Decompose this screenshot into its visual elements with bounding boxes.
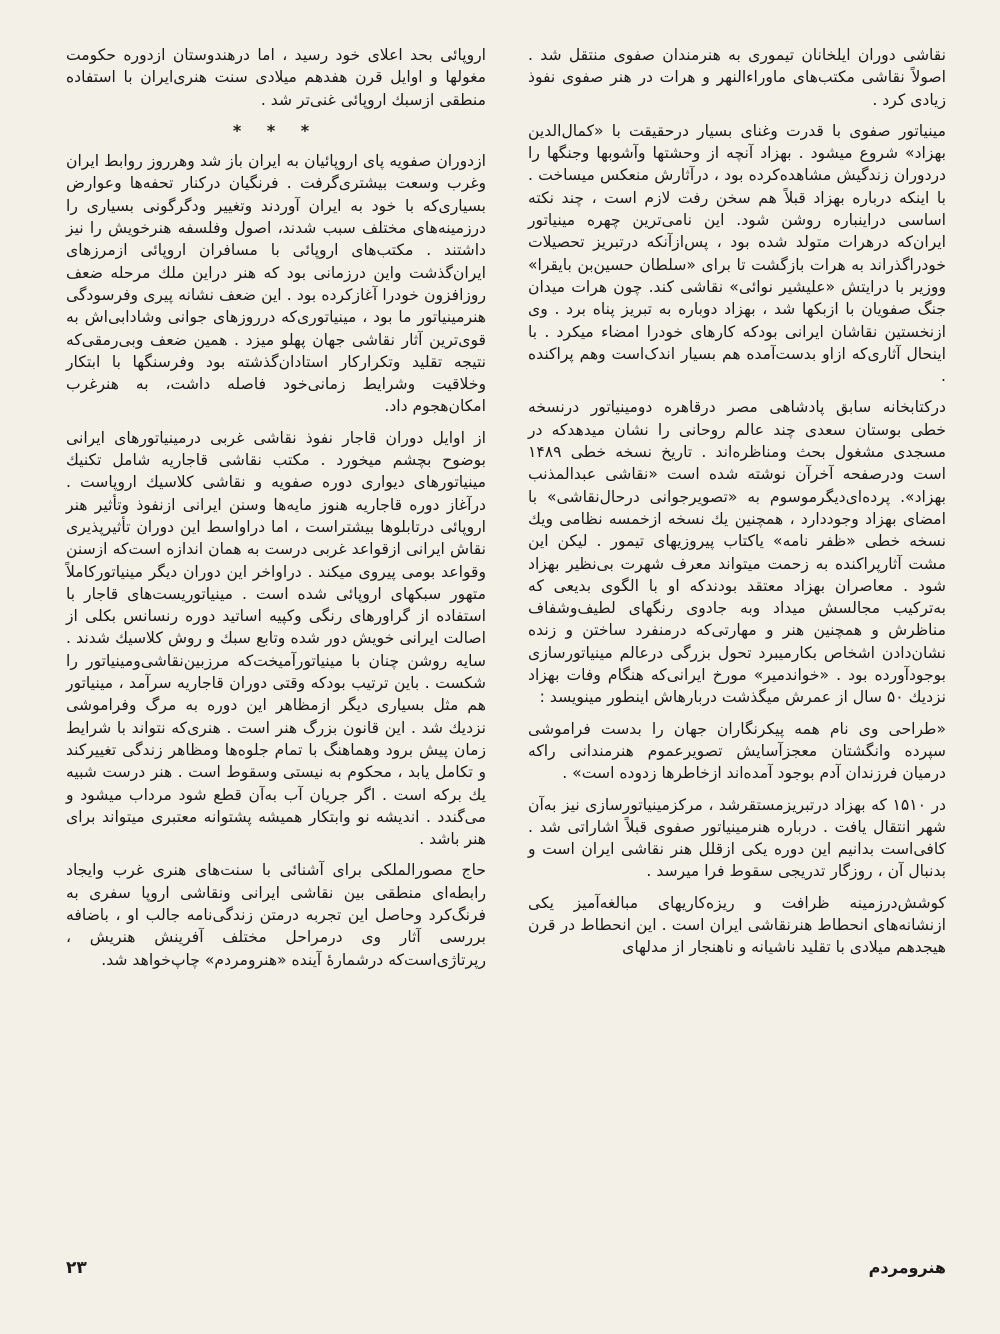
left-paragraph-2: از اوایل دوران قاجار نفوذ نقاشی غربی درمینیاتورهای ایرانی بوضوح بچشم میخورد . مکتب نقاشی قاجاریه شامل تکنیك مینیاتورهای دیواری دوره صفویه و نقاشی کلاسیك اروپاست . درآغاز دوره قاجاریه هنوز مایه‌ها وسنن ایرانی ازنفوذ وتأثیر هنر اروپائی درتابلوها بیشتراست ، اما دراواسط این دوران تأثیرپذیری نقاش ایرانی ازقواعد غربی درست به همان اندازه است‌که ازسنن وقواعد بومی پیروی میکند . دراواخر این دوران دیگر مینیاتورکاملاً متهور سبکهای اروپائی شده است . مینیاتوریست‌های قاجار با استفاده از گراورهای رنگی وکپیه اساتید دوره رنسانس بکلی از اصالت ایرانی خویش دور شده وتابع سبك و روش کلاسیك شدند . سایه روشن چنان با مینیاتورآمیخت‌که مرزبین‌نقاشی‌ومینیاتور را شکست . باین ترتیب بودکه وقتی دوران قاجاریه سرآمد ، مینیاتور هم مثل بسیاری دیگر ازمظاهر این دوره به مرگ وفراموشی نزدیك شد . این قانون بزرگ هنر است . هنری‌که نتواند با شرایط زمان پیش برود وهماهنگ با تمام جلوه‌ها ومظاهر زندگی تغییرکند و تکامل یابد ، محکوم به نیستی وسقوط است . هنر درست شبیه یك برکه است . اگر جریان آب به‌آن قطع شود مرداب میشود و می‌گندد . اندیشه نو وابتکار همیشه پشتوانه معتبری میتواند برای هنر باشد .: [66, 428, 486, 849]
magazine-name: هنرومردم: [868, 1258, 946, 1277]
left-paragraph-1: ازدوران صفویه پای اروپائیان به ایران باز شد وهرروز روابط ایران وغرب وسعت بیشتری‌گرفت . فرنگیان درکنار تحفه‌ها وعوارض بسیاری‌که با خود به ایران آوردند وتغییر ودگرگونی بسیاری را درزمینه‌های مختلف سبب شدند، اصول وفلسفه هنرخویش را نیز داشتند . مکتب‌های اروپائی با مسافران اروپائی ازمرزهای ایران‌گذشت واین درزمانی بود که هنر دراین ملك مرحله ضعف روزافزون خودرا آغازکرده بود . این ضعف نشانه پیری وفرسودگی هنرمینیاتور ما بود ، مینیاتوری‌که درروزهای جوانی وشادابی‌اش به قوی‌ترین آثار نقاشی جهان پهلو میزد . همین ضعف وبی‌رمقی‌که نتیجه تقلید وتکرارکار استادان‌گذشته بود وفرسنگها با ابتکار وخلاقیت وشرایط زمانی‌خود فاصله داشت، به هنرغرب امکان‌هجوم داد.: [66, 152, 486, 416]
right-paragraph-6: کوشش‌درزمینه ظرافت و ریزه‌کاریهای مبالغه‌آمیز یکی ازنشانه‌های انحطاط هنرنقاشی ایران است . این انحطاط در قرن هیجدهم میلادی با تقلید ناشیانه و ناهنجار از مدلهای: [528, 893, 946, 957]
right-column: [528, 44, 946, 968]
right-paragraph-1: نقاشی دوران ایلخانان تیموری به هنرمندان صفوی منتقل شد . اصولاً نقاشی مکتب‌های ماوراءالنهر و هرات در هنر صفوی نفوذ زیادی کرد .: [528, 46, 946, 109]
left-column: [66, 44, 486, 980]
right-paragraph-5: در ۱۵۱۰ که بهزاد درتبریزمستقرشد ، مرکزمینیاتور‌سازی نیز به‌آن شهر انتقال یافت . درباره هنرمینیاتور صفوی قبلاً اشاراتی شد . کافی‌است بدانیم این دوره یکی ازقلل هنر نقاشی ایران است و بدنبال آن ، روزگار تدریجی سقوط فرا میرسد .: [528, 795, 946, 881]
right-paragraph-3: درکتابخانه سابق پادشاهی مصر درقاهره دومینیاتور درنسخه خطی بوستان سعدی چند عالم روحانی را نشان میدهدکه در مسجدی مشغول بحث ومناظره‌اند . تاریخ نسخه خطی ۱۴۸۹ است ودرصفحه آخرآن نوشته شده است «نقاشی عبدالمذنب بهزاد». پرده‌ای‌دیگرموسوم به «تصویرجوانی درحال‌نقاشی» با امضای بهزاد وجوددارد ، همچنین یك نسخه ازخمسه نظامی ویك نسخه خطی «ظفر نامه» یاکتاب پیروزیهای تیمور . لیکن این مشت آثارپراکنده به زحمت میتواند معرف شهرت بی‌نظیر بهزاد شود . معاصران بهزاد معتقد بودندکه او با الگوی بدیعی که به‌ترکیب مجالسش میداد وبه جادوی رنگهای لطیف‌وشفاف مناظرش و همچنین هنر و مهارتی‌که درمنفرد ساختن و زنده نشان‌دادن اشخاص بکارمیبرد تحول بزرگی درعالم مینیاتور‌سازی بوجودآورده بود . «خواندمیر» مورخ ایرانی‌که هنگام وفات بهزاد نزدیك ۵۰ سال از عمرش میگذشت دربارهاش اینطور مینویسد :: [528, 398, 946, 707]
left-paragraph-3: حاج مصورالملکی برای آشنائی با سنت‌های هنری غرب وایجاد رابطه‌ای منطقی بین نقاشی ایرانی ونقاشی اروپا سفری به فرنگ‌کرد وحاصل این تجربه درمتن زندگی‌نامه جالب او ، باضافه بررسی آثار وی درمراحل مختلف آفرینش هنریش ، رپرتاژی‌است‌که درشمارهٔ آینده «هنرومردم» چاپ‌خواهد شد.: [66, 861, 486, 969]
left-paragraph-opening: اروپائی بحد اعلای خود رسید ، اما درهندوستان ازدوره حکومت مغولها و اوایل قرن هفدهم میلادی سنت هنری‌ایران با استفاده منطقی ازسبك اروپائی غنی‌تر شد .: [66, 46, 486, 109]
right-paragraph-2: مینیاتور صفوی با قدرت وغنای بسیار درحقیقت با «کمال‌الدین بهزاد» شروع میشود . بهزاد آنچه از وحشتها وآشوبها وجنگها را دردوران زندگیش مشاهده‌کرده بود ، درآثارش منعکس میساخت . با اینکه درباره بهزاد قبلاً هم سخن رفت لازم است ، چند نکته اساسی دراینباره روشن شود. این نامی‌ترین چهره مینیاتور ایران‌که درهرات متولد شده بود ، پس‌ازآنکه درتبریز تحصیلات خودراگذراند به هرات بازگشت تا برای «سلطان حسین‌بن بایقرا» ووزیر با درایتش «علیشیر نوائی» نقاشی کند. چون هرات میدان جنگ صفویان با ازبکها شد ، بهزاد دوباره به تبریز پناه برد . وی ازنخستین نقاشان ایرانی بودکه کارهای خودرا امضاء میکرد . با اینحال آثاری‌که ازاو بدست‌آمده هم بسیار اندک‌است وهم پراکنده .: [528, 121, 946, 386]
page-number: ۲۳: [66, 1258, 87, 1278]
right-paragraph-quote: «طراحی وی نام همه پیکرنگاران جهان را بدست فراموشی سپرده وانگشتان معجزآسایش تصویرعموم هنرمندانی راکه درمیان فرزندان آدم بوجود آمده‌اند ازخاطرها زدوده است» .: [528, 719, 946, 783]
section-separator: * * *: [232, 120, 320, 140]
